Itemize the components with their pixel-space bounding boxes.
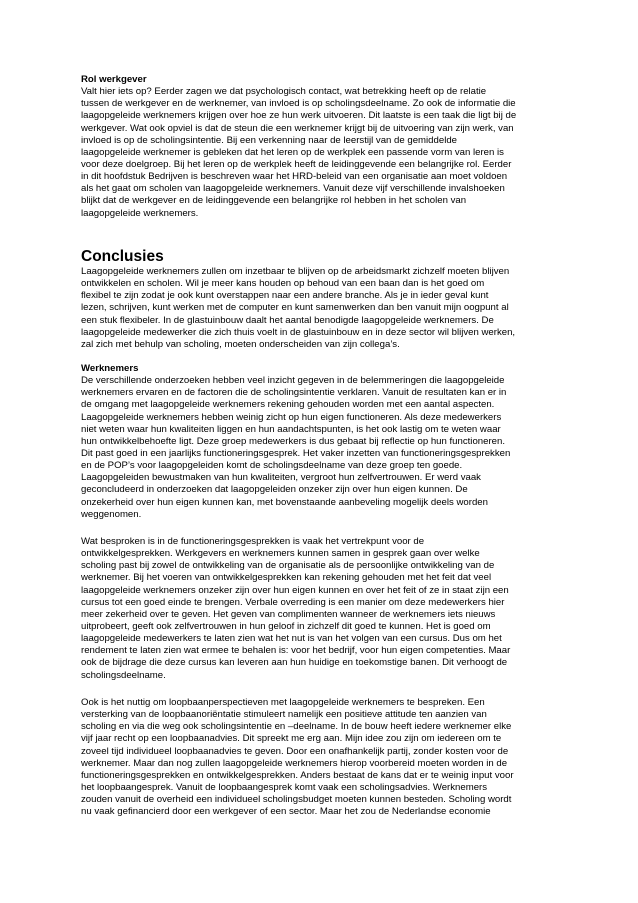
body-line: laagopgeleide medewerker die zich thuis voelt in de glastuinbouw en in deze sector wil blijven werken, — [81, 326, 516, 338]
body-line: Laagopgeleide werknemers zullen om inzetbaar te blijven op de arbeidsmarkt zichzelf moeten blijven — [81, 266, 510, 277]
body-line: weggenomen. — [81, 508, 142, 520]
body-line: Laagopgeleiden bewustmaken van hun kwaliteiten, vergroot hun zelfvertrouwen. Er werd vaak — [81, 472, 481, 484]
body-line: laagopgeleide werknemers onzeker zijn over hun eigen kunnen en over het feit of ze in staat zijn een — [81, 584, 509, 596]
body-line: en de POP’s voor laagopgeleiden komt de scholingsdeelname van deze groep ten goede. — [81, 460, 463, 472]
body-line: Wat besproken is in de functioneringsgesprekken is vaak het vertrekpunt voor de — [81, 536, 425, 547]
body-line: vijf jaar recht op een loopbaanadvies. Dit spreekt me erg aan. Mijn idee zou zijn om iedereen om te — [81, 733, 502, 745]
body-line: flexibel te zijn zodat je ook kunt overstappen naar een andere branche. Als je in ieder geval kunt — [81, 290, 489, 302]
paragraph-loopbaan — [81, 697, 561, 818]
body-line: ontwikkelgesprekken. Werkgevers en werknemers kunnen samen in gesprek gaan over welke — [81, 548, 480, 560]
body-line: scholingsdeelname. — [81, 669, 166, 681]
body-line: werkgever. Wat ook opviel is dat de steun die een werknemer krijgt bij de uitvoering van zijn werk, van — [81, 122, 514, 134]
body-line: uitprobeert, geeft ook zelfvertrouwen in hun geloof in zichzelf dit goed te kunnen. Het is goed om — [81, 620, 491, 632]
body-line: laagopgeleide werknemers krijgen over hoe ze hun werk uitvoeren. Dit laatste is een taak die ligt bij de — [81, 110, 517, 122]
section-werknemers — [81, 363, 561, 521]
body-line: nu vaak gefinancierd door een werkgever of een sector. Maar het zou de Nederlandse economie — [81, 806, 491, 818]
paragraph-gesprekken — [81, 536, 561, 682]
body-line: versterking van de loopbaanoriëntatie stimuleert namelijk een positieve attitude ten aanzien van — [81, 709, 487, 721]
body-line: laagopgeleide medewerkers te laten zien wat het nut is van het volgen van een cursus. Dus om het — [81, 633, 502, 645]
section-heading: Werknemers — [81, 363, 139, 374]
body-line: tussen de werkgever en de werknemer, van invloed is op scholingsdeelname. Zo ook de informatie die — [81, 98, 516, 110]
body-line: lezen, schrijven, kunt werken met de computer en kunt samenwerken dan ben vanuit mijn oogpunt al — [81, 302, 509, 314]
body-line: meer zekerheid over te geven. Het geven van complimenten wanneer de werknemers iets nieuws — [81, 608, 496, 620]
body-line: De verschillende onderzoeken hebben veel inzicht gegeven in de belemmeringen die laagopgeleide — [81, 375, 505, 387]
body-line: Ook is het nuttig om loopbaanperspectieven met laagopgeleide werknemers te bespreken. Een — [81, 697, 485, 708]
body-line: cursus tot een goed einde te brengen. Verbale overreding is een manier om deze medewerkers hier — [81, 596, 505, 608]
body-line: een stuk flexibeler. In de glastuinbouw daalt het aantal benodigde laagopgeleide werknemers. De — [81, 314, 494, 326]
body-line: laagopgeleide werknemers. — [81, 207, 199, 219]
body-line: invloed is op de scholingsintentie. Bij een verkenning naar de leerstijl van de gemiddelde — [81, 134, 457, 146]
body-line: Valt hier iets op? Eerder zagen we dat psychologisch contact, wat betrekking heeft op de relatie — [81, 86, 487, 98]
section-conclusies — [81, 248, 561, 351]
body-line: functioneringsgesprekken en ontwikkelgesprekken. Anders bestaat de kans dat er te weinig input voor — [81, 769, 514, 781]
body-line: geconcludeerd in onderzoeken dat laagopgeleiden onzeker zijn over hun eigen kunnen. De — [81, 484, 468, 496]
body-line: de omgang met laagopgeleide werknemers rekening gehouden worden met een aantal aspecten. — [81, 399, 495, 411]
body-line: voor deze doelgroep. Bij het leren op de werkplek heeft de leidinggevende een belangrijke rol. Eerder — [81, 158, 512, 170]
body-line: Dit past goed in een jaarlijks functioneringsgesprek. Het vaker inzetten van functioneringsgesprekken — [81, 447, 511, 459]
section-heading: Rol werkgever — [81, 74, 147, 85]
body-line: scholing en via die weg ook scholingsintentie en –deelname. In de bouw heeft iedere werknemer elke — [81, 721, 512, 733]
body-line: in dit hoofdstuk Bedrijven is beschreven waar het HRD-beleid van een organisatie aan moet voldoen — [81, 171, 508, 183]
body-line: hun ontwikkelbehoefte ligt. Deze groep medewerkers is dus gebaat bij reflectie op hun functioneren. — [81, 435, 505, 447]
body-line: zoveel tijd individueel loopbaanadvies te geven. Door een onafhankelijk partij, zonder kosten voor de — [81, 745, 509, 757]
body-line: als het gaat om scholen van laagopgeleide werknemers. Vanuit deze vijf verschillende invalshoeken — [81, 183, 505, 195]
body-line: niet weten waar hun kwaliteiten liggen en hun aandachtspunten, is het ook lastig om te weten waar — [81, 423, 501, 435]
body-line: scholing past bij zowel de ontwikkeling van de organisatie als de persoonlijke ontwikkeling van de — [81, 560, 495, 572]
body-line: zouden vanuit de overheid een individueel scholingsbudget moeten kunnen besteden. Scholing wordt — [81, 794, 512, 806]
body-line: blijkt dat de werkgever en de leidinggevende een belangrijke rol hebben in het scholen van — [81, 195, 467, 207]
body-line: onzekerheid over hun eigen kunnen kan, met bovenstaande aanbeveling mogelijk deels worden — [81, 496, 488, 508]
body-line: werknemers ervaren en de factoren die de scholingsintentie verklaren. Vanuit de resultaten kan er in — [81, 387, 507, 399]
body-line: werknemer. Maar dan nog zullen laagopgeleide werknemers hierop voorbereid moeten worden in de — [81, 757, 508, 769]
body-line: Laagopgeleide werknemers hebben weinig zicht op hun eigen functioneren. Als deze medewerkers — [81, 411, 502, 423]
body-line: laagopgeleide werknemer is gebleken dat het leren op de werkplek een passende vorm van leren is — [81, 146, 504, 158]
body-line: ook de bijdrage die deze cursus kan leveren aan hun huidige en toekomstige banen. Dit verhoogt de — [81, 657, 508, 669]
body-line: zal zich met behulp van scholing, moeten onderscheiden van zijn collega’s. — [81, 338, 400, 350]
body-line: het loopbaangesprek. Vanuit de loopbaangesprek komt vaak een scholingsadvies. Werknemers — [81, 781, 488, 793]
section-rol-werkgever — [81, 74, 561, 220]
body-line: rendement te laten zien wat ermee te behalen is: voor het bedrijf, voor hun eigen competenties. Maar — [81, 645, 511, 657]
conclusies-heading: Conclusies — [81, 248, 164, 265]
body-line: werknemer. Bij het voeren van ontwikkelgesprekken kan rekening gehouden met het feit dat veel — [81, 572, 492, 584]
body-line: ontwikkelen en scholen. Wil je meer kans houden op behoud van een baan dan is het goed om — [81, 278, 485, 290]
